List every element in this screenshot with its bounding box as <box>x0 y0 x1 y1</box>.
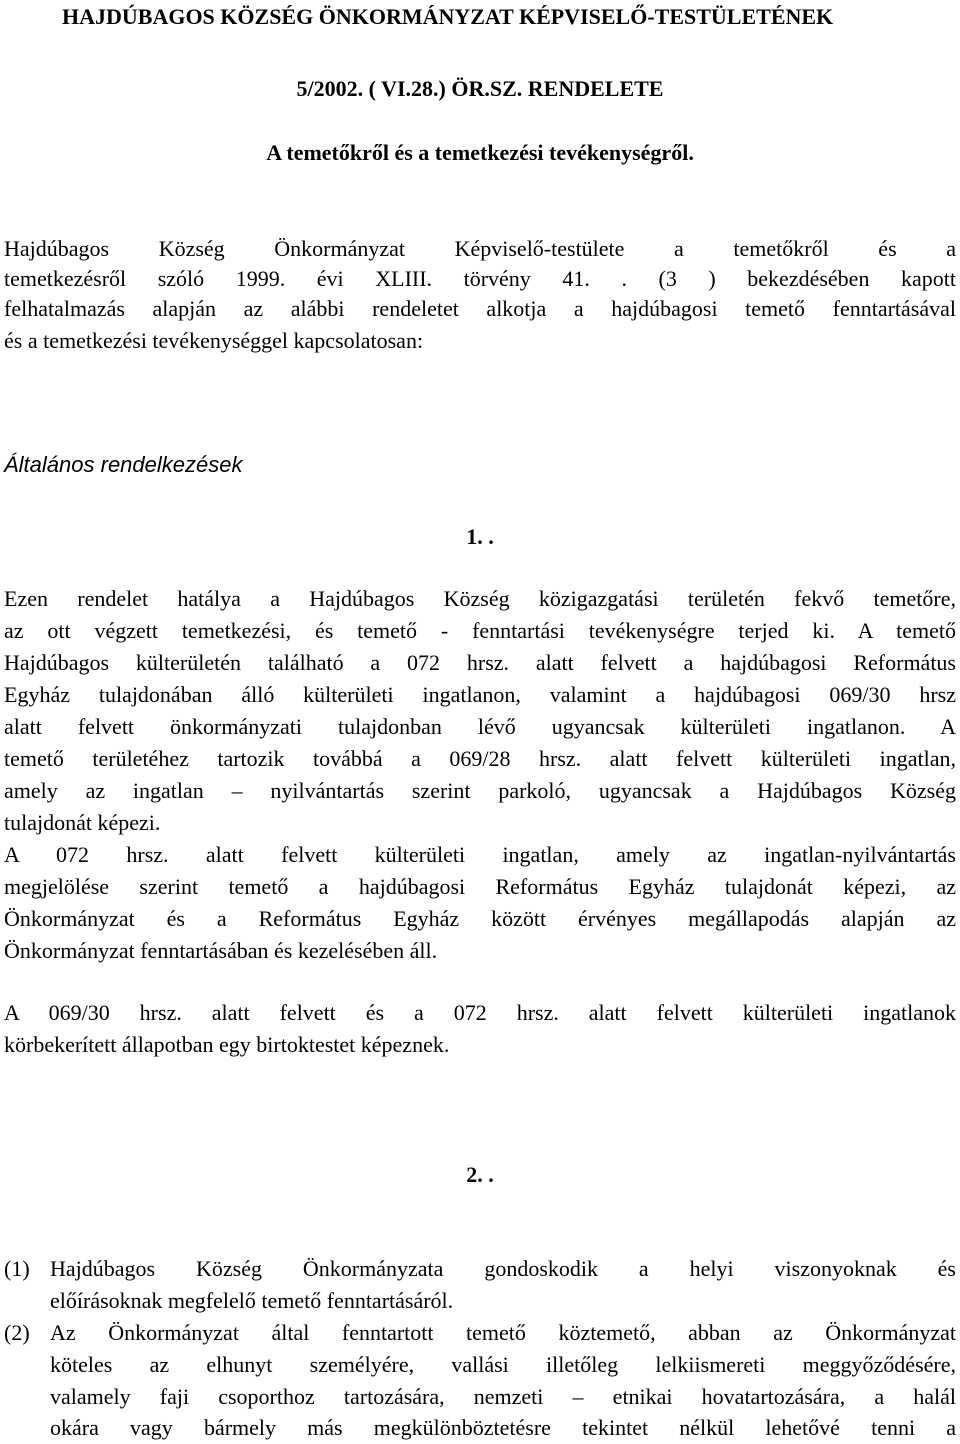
item-line: előírásoknak megfelelő temető fenntartásáról. <box>50 1288 454 1313</box>
paragraph-line: Ezen rendelet hatálya a Hajdúbagos Község közigazgatási területén fekvő temetőre, <box>4 586 956 611</box>
authority-title: HAJDÚBAGOS KÖZSÉG ÖNKORMÁNYZAT KÉPVISELŐ-TESTÜLETÉNEK <box>62 4 834 29</box>
paragraph-line: A 072 hrsz. alatt felvett külterületi ingatlan, amely az ingatlan-nyilvántartás <box>4 842 956 867</box>
section-heading: Általános rendelkezések <box>4 452 243 477</box>
paragraph-line: megjelölése szerint temető a hajdúbagosi Református Egyház tulajdonát képezi, az <box>4 874 956 899</box>
paragraph-line: amely az ingatlan – nyilvántartás szerint parkoló, ugyancsak a Hajdúbagos Község <box>4 778 956 803</box>
decree-subject: A temetőkről és a temetkezési tevékenységről. <box>266 140 694 165</box>
preamble-line: Hajdúbagos Község Önkormányzat Képviselő-testülete a temetőkről és a <box>4 236 956 261</box>
paragraph-line: alatt felvett önkormányzati tulajdonban lévő ugyancsak külterületi ingatlanon. A <box>4 714 956 739</box>
paragraph-line: Egyház tulajdonában álló külterületi ingatlanon, valamint a hajdúbagosi 069/30 hrsz <box>4 682 956 707</box>
preamble-line: temetkezésről szóló 1999. évi XLIII. törvény 41. . (3 ) bekezdésében kapott <box>4 266 956 291</box>
paragraph-line: Önkormányzat fenntartásában és kezelésében áll. <box>4 938 438 963</box>
paragraph-line: tulajdonát képezi. <box>4 810 161 835</box>
preamble-line: felhatalmazás alapján az alábbi rendeletet alkotja a hajdúbagosi temető fenntartásával <box>4 296 956 321</box>
paragraph-line: A 069/30 hrsz. alatt felvett és a 072 hrsz. alatt felvett külterületi ingatlanok <box>4 1000 956 1025</box>
decree-number: 5/2002. ( VI.28.) ÖR.SZ. RENDELETE <box>296 76 664 101</box>
item-line: Hajdúbagos Község Önkormányzata gondoskodik a helyi viszonyoknak és <box>50 1256 956 1281</box>
paragraph-line: temető területéhez tartozik továbbá a 069/28 hrsz. alatt felvett külterületi ingatlan, <box>4 746 956 771</box>
paragraph-number: 1. . <box>466 524 494 549</box>
item-line: okára vagy bármely más megkülönböztetésre tekintet nélkül lehetővé tenni a <box>50 1415 956 1440</box>
item-marker: (2) <box>4 1320 30 1345</box>
paragraph-number: 2. . <box>466 1162 494 1187</box>
paragraph-line: az ott végzett temetkezési, és temető - fenntartási tevékenységre terjed ki. A temető <box>4 618 956 643</box>
preamble-line: és a temetkezési tevékenységgel kapcsolatosan: <box>4 328 424 353</box>
item-line: valamely faji csoporthoz tartozására, nemzeti – etnikai hovatartozására, a halál <box>50 1384 956 1409</box>
item-marker: (1) <box>4 1256 30 1281</box>
paragraph-line: Önkormányzat és a Református Egyház között érvényes megállapodás alapján az <box>4 906 956 931</box>
paragraph-line: Hajdúbagos külterületén található a 072 hrsz. alatt felvett a hajdúbagosi Református <box>4 650 956 675</box>
paragraph-line: körbekerített állapotban egy birtoktestet képeznek. <box>4 1032 450 1057</box>
item-line: Az Önkormányzat által fenntartott temető köztemető, abban az Önkormányzat <box>50 1320 956 1345</box>
item-line: köteles az elhunyt személyére, vallási illetőleg lelkiismereti meggyőződésére, <box>50 1352 956 1377</box>
